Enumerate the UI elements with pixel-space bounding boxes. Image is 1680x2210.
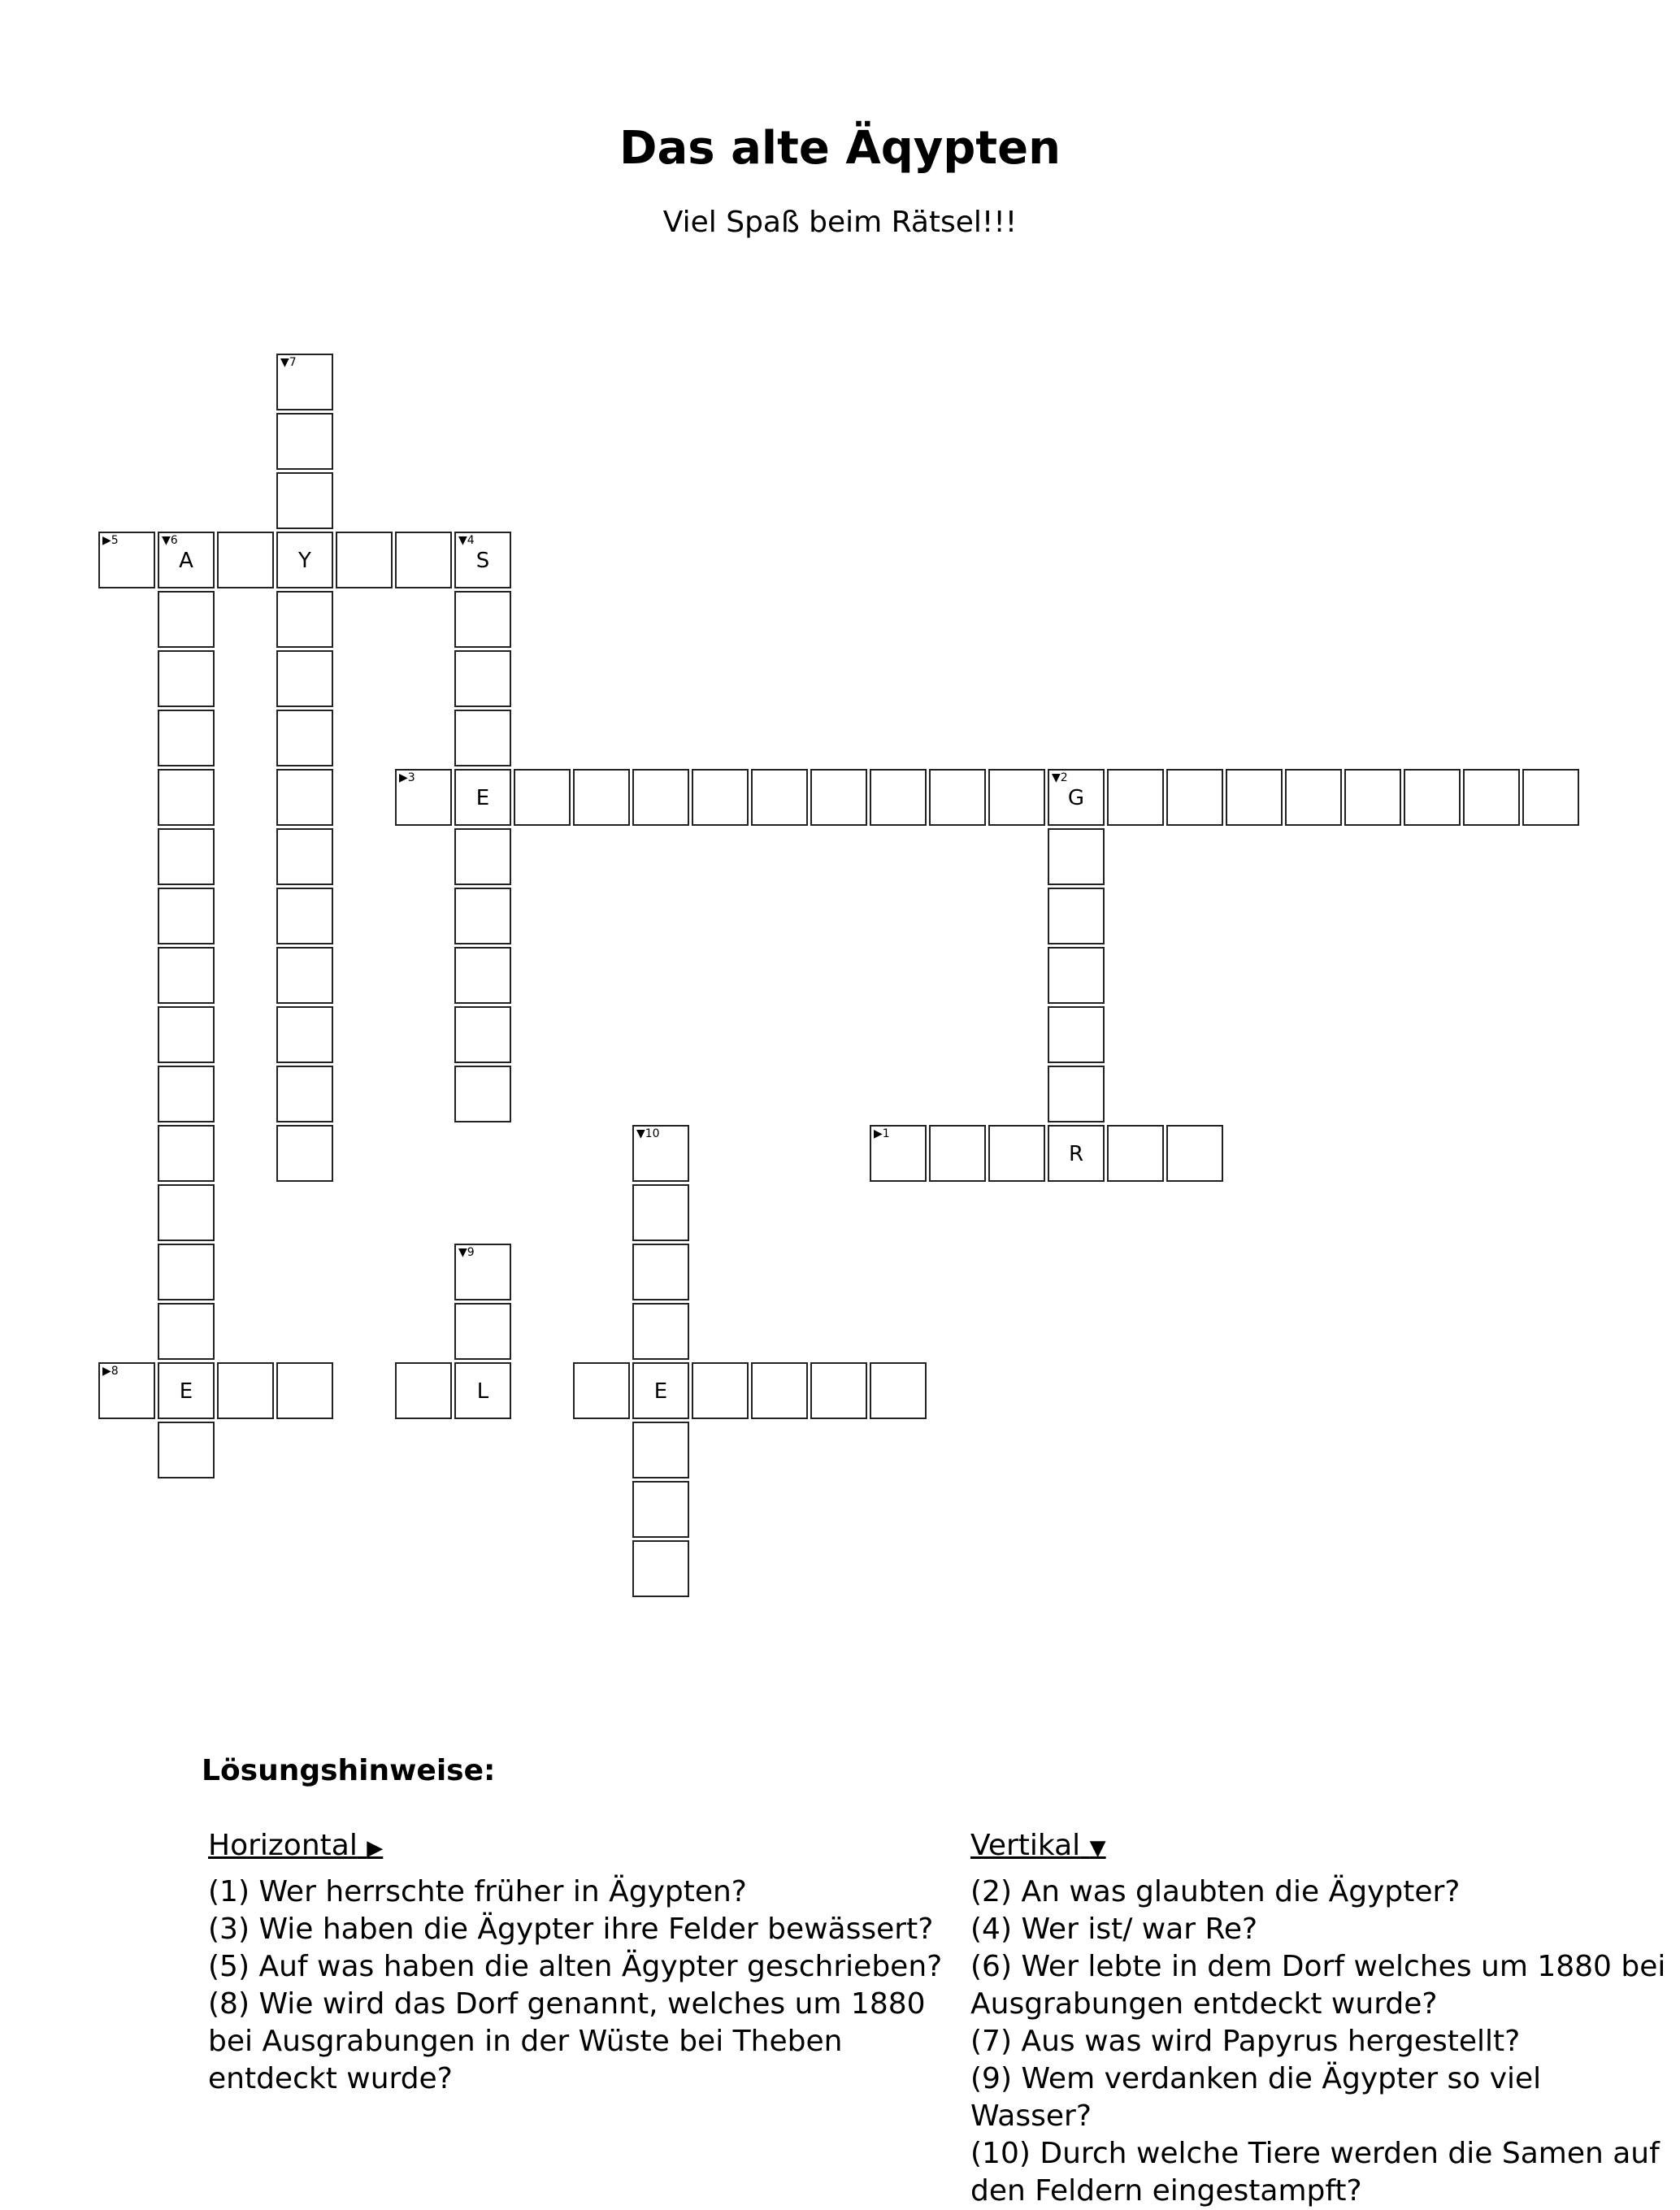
crossword-cell[interactable] <box>929 1125 986 1182</box>
crossword-cell[interactable] <box>1048 769 1105 826</box>
crossword-cell[interactable] <box>751 1362 808 1419</box>
cell-letter: A <box>179 549 193 573</box>
crossword-cell[interactable] <box>692 769 749 826</box>
crossword-cell[interactable] <box>632 1244 689 1300</box>
cell-letter: E <box>475 786 490 810</box>
crossword-cell[interactable] <box>751 769 808 826</box>
crossword-cell[interactable] <box>929 769 986 826</box>
crossword-cell[interactable] <box>1107 1125 1164 1182</box>
crossword-cell[interactable] <box>454 947 511 1004</box>
clue-number: ▼10 <box>636 1127 660 1140</box>
crossword-cell[interactable] <box>1463 769 1520 826</box>
crossword-cell[interactable] <box>870 769 927 826</box>
crossword-cell[interactable] <box>158 710 215 766</box>
cell-letter: R <box>1068 1142 1084 1166</box>
crossword-cell[interactable] <box>454 591 511 648</box>
arrow-right-icon: ▶ <box>367 1836 384 1860</box>
crossword-cell[interactable] <box>276 1362 333 1419</box>
crossword-cell[interactable] <box>573 1362 630 1419</box>
cell-letter: Y <box>298 549 311 573</box>
clue-horizontal: (5) Auf was haben die alten Ägypter geschrieben? <box>208 1950 943 1983</box>
crossword-cell[interactable] <box>1048 888 1105 944</box>
crossword-cell[interactable] <box>454 1303 511 1360</box>
clue-vertical: (4) Wer ist/ war Re? <box>970 1913 1258 1946</box>
crossword-cell[interactable] <box>158 888 215 944</box>
crossword-cell[interactable] <box>454 769 511 826</box>
crossword-cell[interactable] <box>1048 1125 1105 1182</box>
crossword-cell[interactable] <box>454 532 511 588</box>
crossword-cell[interactable] <box>158 591 215 648</box>
crossword-cell[interactable] <box>158 532 215 588</box>
crossword-cell[interactable] <box>336 532 393 588</box>
crossword-cell[interactable] <box>158 1066 215 1122</box>
crossword-cell[interactable] <box>573 769 630 826</box>
vertical-clues <box>970 1827 1669 2210</box>
hints-heading: Lösungshinweise: <box>202 1754 496 1787</box>
crossword-cell[interactable] <box>276 1066 333 1122</box>
crossword-cell[interactable] <box>217 532 274 588</box>
crossword-cell[interactable] <box>158 1006 215 1063</box>
crossword-cell[interactable] <box>810 1362 867 1419</box>
clue-number: ▼6 <box>162 534 178 547</box>
crossword-cell[interactable] <box>454 650 511 707</box>
horizontal-label: Horizontal <box>208 1829 358 1862</box>
cell-letter: E <box>653 1379 668 1404</box>
crossword-cell[interactable] <box>158 1244 215 1300</box>
crossword-cell[interactable] <box>276 769 333 826</box>
crossword-cell[interactable] <box>276 532 333 588</box>
crossword-cell[interactable] <box>632 1125 689 1182</box>
clue-number: ▼2 <box>1052 771 1068 784</box>
crossword-cell[interactable] <box>1522 769 1579 826</box>
crossword-cell[interactable] <box>454 888 511 944</box>
crossword-cell[interactable] <box>454 1006 511 1063</box>
clue-vertical: (2) An was glaubten die Ägypter? <box>970 1875 1461 1908</box>
crossword-cell[interactable] <box>632 1184 689 1241</box>
crossword-cell[interactable] <box>98 1362 155 1419</box>
subtitle: Viel Spaß beim Rätsel!!! <box>662 206 1018 239</box>
crossword-cell[interactable] <box>632 1540 689 1597</box>
clue-vertical: (6) Wer lebte in dem Dorf welches um 1880 bei Ausgrabungen entdeckt wurde? <box>970 1950 1666 2021</box>
clue-number: ▼9 <box>458 1246 475 1259</box>
crossword-cell[interactable] <box>276 413 333 470</box>
crossword-cell[interactable] <box>988 1125 1045 1182</box>
crossword-cell[interactable] <box>1166 769 1223 826</box>
crossword-cell[interactable] <box>276 1125 333 1182</box>
crossword-cell[interactable] <box>158 1125 215 1182</box>
crossword-cell[interactable] <box>1404 769 1461 826</box>
cell-letter: S <box>475 549 490 573</box>
clue-number: ▶3 <box>399 771 415 784</box>
crossword-cell[interactable] <box>1048 1066 1105 1122</box>
clue-horizontal: (3) Wie haben die Ägypter ihre Felder bewässert? <box>208 1913 934 1946</box>
crossword-cell[interactable] <box>98 532 155 588</box>
vertical-label: Vertikal <box>970 1829 1081 1862</box>
crossword-cell[interactable] <box>454 1362 511 1419</box>
crossword-cell[interactable] <box>276 888 333 944</box>
crossword-cell[interactable] <box>1226 769 1283 826</box>
crossword-cell[interactable] <box>158 650 215 707</box>
horizontal-heading <box>208 1827 956 1867</box>
crossword-cell[interactable] <box>276 947 333 1004</box>
crossword-cell[interactable] <box>632 1481 689 1538</box>
clue-number: ▼7 <box>280 356 297 369</box>
crossword-cell[interactable] <box>632 1362 689 1419</box>
crossword-cell[interactable] <box>810 769 867 826</box>
crossword-cell[interactable] <box>632 1422 689 1478</box>
crossword-cell[interactable] <box>158 1362 215 1419</box>
crossword-cell[interactable] <box>276 591 333 648</box>
crossword-cell[interactable] <box>1107 769 1164 826</box>
clue-vertical: (9) Wem verdanken die Ägypter so viel Wasser? <box>970 2062 1542 2133</box>
crossword-cell[interactable] <box>1166 1125 1223 1182</box>
clue-horizontal: (8) Wie wird das Dorf genannt, welches um 1880 bei Ausgrabungen in der Wüste bei Theben entdeckt wurde? <box>208 1987 926 2095</box>
crossword-cell[interactable] <box>454 1244 511 1300</box>
cell-letter: G <box>1067 786 1085 810</box>
page-title: Das alte Äqypten <box>619 122 1061 175</box>
crossword-cell[interactable] <box>276 354 333 410</box>
crossword-cell[interactable] <box>1048 947 1105 1004</box>
crossword-cell[interactable] <box>217 1362 274 1419</box>
crossword-cell[interactable] <box>454 1066 511 1122</box>
crossword-cell[interactable] <box>276 650 333 707</box>
crossword-cell[interactable] <box>158 947 215 1004</box>
crossword-cell[interactable] <box>1285 769 1342 826</box>
clue-number: ▼4 <box>458 534 475 547</box>
crossword-cell[interactable] <box>395 532 452 588</box>
cell-letter: E <box>179 1379 193 1404</box>
crossword-cell[interactable] <box>454 710 511 766</box>
crossword-cell[interactable] <box>276 828 333 885</box>
crossword-cell[interactable] <box>632 1303 689 1360</box>
crossword-cell[interactable] <box>158 1184 215 1241</box>
crossword-cell[interactable] <box>276 1006 333 1063</box>
crossword-cell[interactable] <box>276 472 333 529</box>
crossword-cell[interactable] <box>1048 1006 1105 1063</box>
crossword-cell[interactable] <box>158 769 215 826</box>
crossword-cell[interactable] <box>276 710 333 766</box>
clue-number: ▶8 <box>102 1365 119 1378</box>
clue-vertical: (7) Aus was wird Papyrus hergestellt? <box>970 2025 1521 2058</box>
crossword-cell[interactable] <box>632 769 689 826</box>
vertical-heading <box>970 1827 1669 1867</box>
crossword-cell[interactable] <box>1048 828 1105 885</box>
crossword-cell[interactable] <box>158 1303 215 1360</box>
crossword-cell[interactable] <box>870 1362 927 1419</box>
crossword-cell[interactable] <box>395 769 452 826</box>
crossword-cell[interactable] <box>395 1362 452 1419</box>
crossword-cell[interactable] <box>158 828 215 885</box>
clue-vertical: (10) Durch welche Tiere werden die Samen auf den Feldern eingestampft? <box>970 2137 1660 2208</box>
crossword-cell[interactable] <box>158 1422 215 1478</box>
cell-letter: L <box>476 1379 489 1404</box>
crossword-cell[interactable] <box>692 1362 749 1419</box>
clue-horizontal: (1) Wer herrschte früher in Ägypten? <box>208 1875 747 1908</box>
arrow-down-icon: ▼ <box>1089 1836 1106 1860</box>
crossword-cell[interactable] <box>870 1125 927 1182</box>
crossword-cell[interactable] <box>514 769 571 826</box>
clue-number: ▶5 <box>102 534 119 547</box>
crossword-cell[interactable] <box>988 769 1045 826</box>
crossword-cell[interactable] <box>454 828 511 885</box>
crossword-cell[interactable] <box>1344 769 1401 826</box>
horizontal-clues <box>208 1827 956 2098</box>
clue-number: ▶1 <box>874 1127 890 1140</box>
